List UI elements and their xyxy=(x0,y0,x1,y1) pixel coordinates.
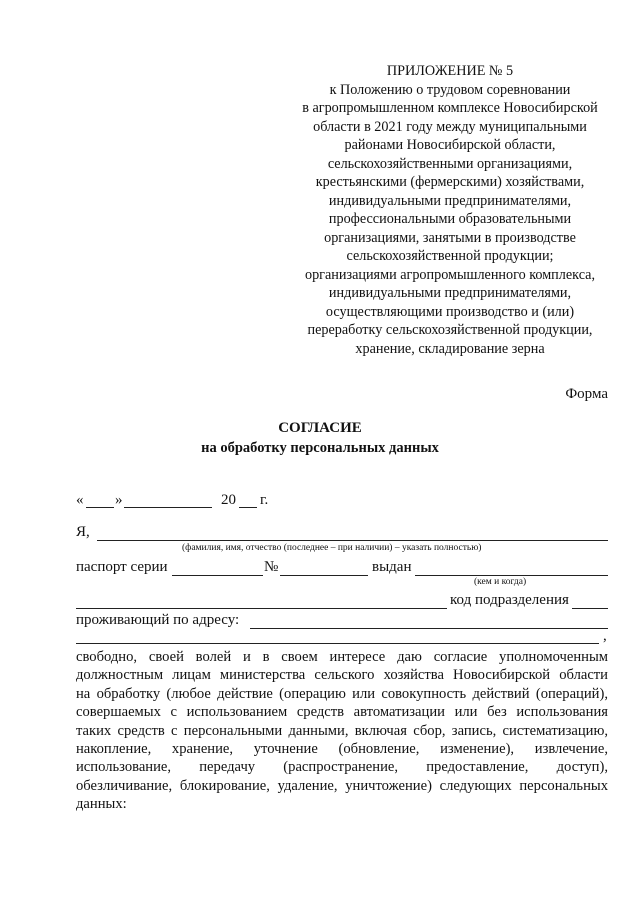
body-line: таких средств с персональными данными, включая сбор, запись, систематизацию, xyxy=(76,722,608,739)
date-day-blank[interactable] xyxy=(86,507,114,508)
issued-by-continuation-field[interactable] xyxy=(76,608,447,609)
appendix-line: хранение, складирование зерна xyxy=(355,340,545,357)
appendix-line: индивидуальными предпринимателями, xyxy=(328,285,572,301)
document-title: СОГЛАСИЕ xyxy=(278,420,362,436)
date-close-quote: » xyxy=(115,492,123,508)
appendix-line: профессиональными образовательными xyxy=(328,211,572,227)
division-code-label: код подразделения xyxy=(450,592,569,608)
body-line: использование, передачу (распространение, предоставление, доступ), xyxy=(76,759,608,776)
address-label: проживающий по адресу: xyxy=(76,612,240,628)
body-line: обезличивание, блокирование, удаление, уничтожение) следующих персональных xyxy=(76,777,608,794)
address-continuation-field[interactable] xyxy=(76,643,599,644)
appendix-line: осуществляющими производство и (или) xyxy=(325,303,575,320)
appendix-line: сельскохозяйственными организациями, xyxy=(327,155,573,172)
date-year-prefix: 20 xyxy=(221,492,236,508)
appendix-line: районами Новосибирской области, xyxy=(344,137,556,153)
passport-number-label: № xyxy=(264,559,279,575)
issued-by-field[interactable] xyxy=(415,575,608,576)
document-subtitle: на обработку персональных данных xyxy=(201,440,439,456)
full-name-field[interactable] xyxy=(97,540,608,541)
consent-body xyxy=(76,648,608,814)
date-month-blank[interactable] xyxy=(124,507,212,508)
appendix-line: организациями, занятыми в производстве xyxy=(324,229,576,246)
date-year-suffix: г. xyxy=(260,492,269,508)
body-line: на обработку (любое действие (операцию или совокупность действий (операций), xyxy=(76,685,608,702)
appendix-line: в агропромышленном комплексе Новосибирской xyxy=(302,100,598,116)
appendix-line: организациями агропромышленного комплекса, xyxy=(304,266,596,283)
issued-by-hint: (кем и когда) xyxy=(474,577,527,587)
appendix-line: к Положению о трудовом соревновании xyxy=(329,81,571,98)
issued-label: выдан xyxy=(372,559,412,575)
form-label: Форма xyxy=(565,386,608,402)
appendix-line: области в 2021 году между муниципальными xyxy=(313,118,587,135)
full-name-hint: (фамилия, имя, отчество (последнее – при наличии) – указать полностью) xyxy=(182,543,482,553)
address-field[interactable] xyxy=(250,628,608,629)
passport-series-field[interactable] xyxy=(172,575,263,576)
division-code-field[interactable] xyxy=(572,608,608,609)
passport-series-label: паспорт серии xyxy=(76,559,168,575)
appendix-line: сельскохозяйственной продукции; xyxy=(346,248,554,264)
appendix-header xyxy=(270,62,630,358)
body-line: данных: xyxy=(76,796,127,813)
body-line: накопление, хранение, уточнение (обновление, изменение), извлечение, xyxy=(76,741,608,758)
date-open-quote: « xyxy=(76,492,84,508)
body-line: совершаемых с использованием средств автоматизации или без использования xyxy=(76,704,608,721)
body-line: должностным лицам министерства сельского хозяйства Новосибирской области xyxy=(76,667,608,684)
passport-number-field[interactable] xyxy=(280,575,368,576)
body-line: свободно, своей волей и в своем интересе даю согласие уполномоченным xyxy=(76,649,608,665)
date-year-blank[interactable] xyxy=(239,507,257,508)
appendix-line: ПРИЛОЖЕНИЕ № 5 xyxy=(386,63,514,79)
appendix-line: крестьянскими (фермерскими) хозяйствами, xyxy=(315,174,585,190)
address-comma: , xyxy=(603,628,607,644)
appendix-line: переработку сельскохозяйственной продукции, xyxy=(307,322,593,338)
appendix-line: индивидуальными предпринимателями, xyxy=(328,192,572,209)
i-label: Я, xyxy=(76,524,90,540)
